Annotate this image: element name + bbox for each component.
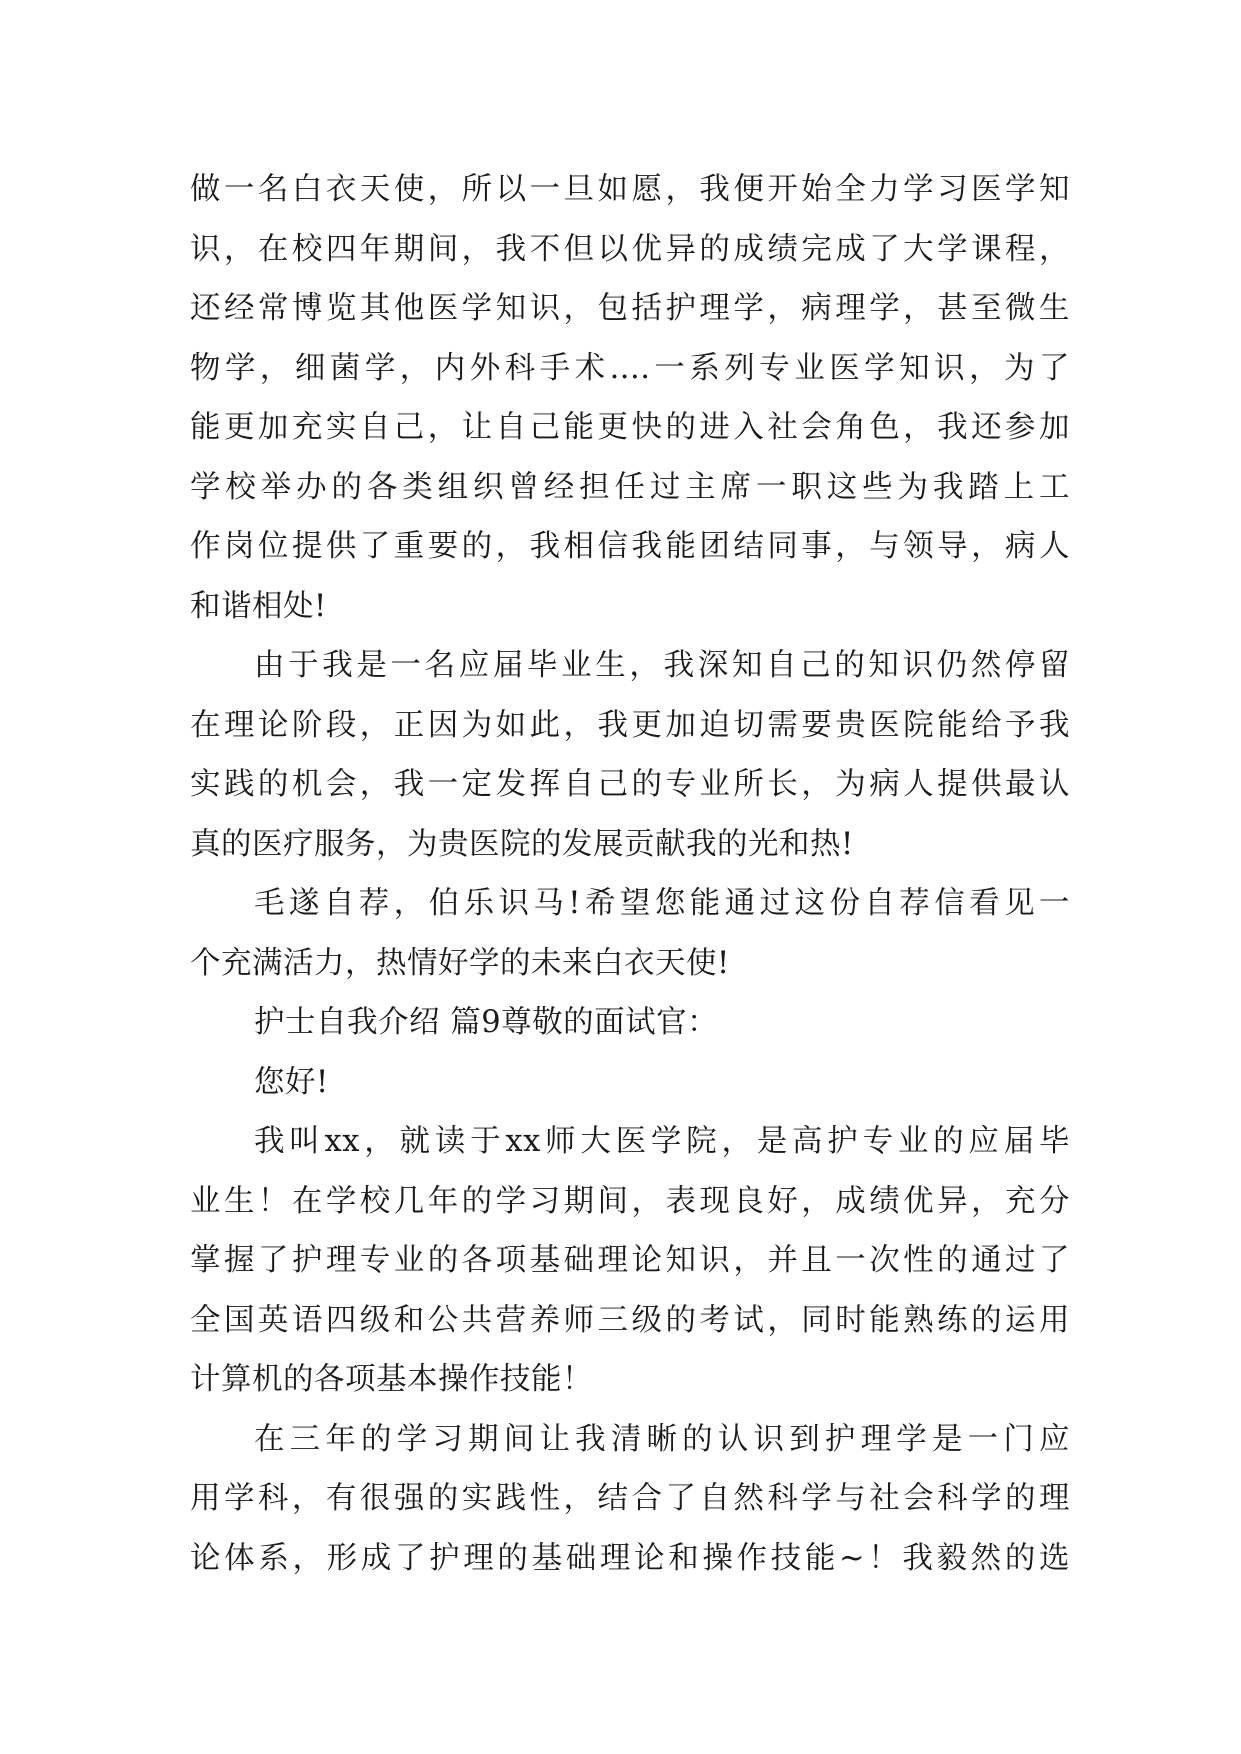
text-line: 计算机的各项基本操作技能！: [190, 1362, 593, 1397]
text-line: 识，在校四年期间，我不但以优异的成绩完成了大学课程，: [190, 231, 1070, 267]
text-line: 真的医疗服务，为贵医院的发展贡献我的光和热!: [190, 826, 854, 862]
text-line: 论体系，形成了护理的基础理论和操作技能~！我毅然的选: [190, 1540, 1070, 1576]
text-line: 业生！在学校几年的学习期间，表现良好，成绩优异，充分: [190, 1183, 1070, 1219]
section-heading-line: 护士自我介绍 篇9尊敬的面试官：: [254, 1005, 719, 1040]
paragraph-start-line: 在三年的学习期间让我清晰的认识到护理学是一门应: [254, 1421, 1070, 1457]
text-line: 掌握了护理专业的各项基础理论知识，并且一次性的通过了: [190, 1243, 1070, 1278]
text-line: 作岗位提供了重要的，我相信我能团结同事，与领导，病人: [190, 529, 1070, 564]
text-line: 还经常博览其他医学知识，包括护理学，病理学，甚至微生: [190, 291, 1070, 326]
greeting-line: 您好!: [254, 1064, 329, 1100]
text-line: 全国英语四级和公共营养师三级的考试，同时能熟练的运用: [190, 1302, 1070, 1338]
text-line: 和谐相处!: [190, 588, 327, 624]
text-line: 做一名白衣天使，所以一旦如愿，我便开始全力学习医学知: [190, 172, 1070, 207]
text-line: 实践的机会，我一定发挥自己的专业所长，为病人提供最认: [190, 767, 1070, 802]
paragraph-start-line: 毛遂自荐，伯乐识马!希望您能通过这份自荐信看见一: [254, 886, 1070, 921]
paragraph-start-line: 我叫xx，就读于xx师大医学院，是高护专业的应届毕: [254, 1124, 1070, 1159]
text-line: 学校举办的各类组织曾经担任过主席一职这些为我踏上工: [190, 469, 1070, 505]
text-line: 物学，细菌学，内外科手术....一系列专业医学知识，为了: [190, 350, 1070, 386]
text-line: 能更加充实自己，让自己能更快的进入社会角色，我还参加: [190, 410, 1070, 445]
document-body: [190, 160, 1070, 1588]
text-line: 用学科，有很强的实践性，结合了自然科学与社会科学的理: [190, 1481, 1070, 1516]
text-line: 个充满活力，热情好学的未来白衣天使!: [190, 945, 730, 981]
paragraph-start-line: 由于我是一名应届毕业生，我深知自己的知识仍然停留: [254, 648, 1070, 683]
text-line: 在理论阶段，正因为如此，我更加迫切需要贵医院能给予我: [190, 707, 1070, 743]
